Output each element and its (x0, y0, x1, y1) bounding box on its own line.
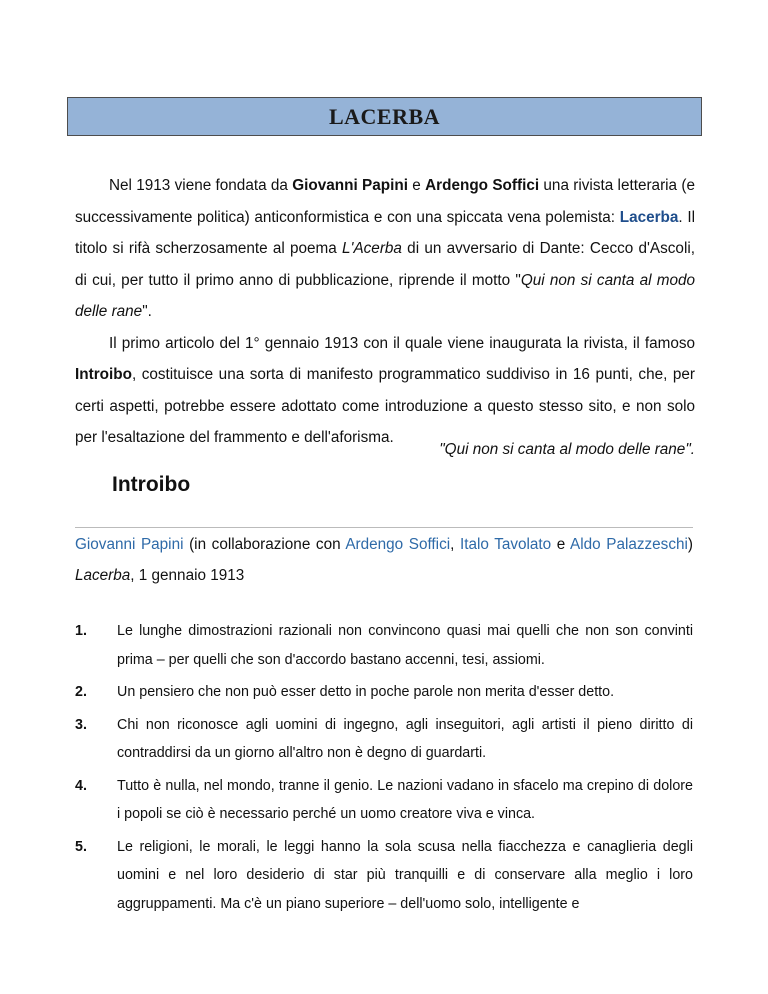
lacerba-link[interactable]: Lacerba (619, 208, 679, 226)
text: ". (142, 303, 152, 320)
point-number: 4. (75, 777, 87, 794)
point-number: 1. (75, 623, 87, 639)
poem-title: L'Acerba (342, 240, 402, 257)
text: (in collaborazione con (183, 536, 346, 553)
author-soffici: Ardengo Soffici (425, 177, 540, 194)
author-papini: Giovanni Papini (292, 177, 408, 194)
divider (75, 527, 693, 528)
point-text: Le religioni, le morali, le leggi hanno la sola scusa nella fiacchezza e canaglieria degli uomini e nel loro desiderio di star più tranquilli e di conservare alla meglio i loro aggruppamenti. Ma c'è un piano superiore – dell'uomo solo, intelligente e (117, 838, 693, 912)
list-item (75, 833, 693, 919)
text: e (407, 177, 426, 194)
text: , 1 gennaio 1913 (130, 567, 245, 584)
point-text: Chi non riconosce agli uomini di ingegno, agli inseguitori, agli artisti il pieno diritto di contraddirsi da un giorno all'altro non è degno di guardarti. (117, 716, 693, 761)
author-link-tavolato[interactable]: Italo Tavolato (459, 536, 552, 553)
text: e (551, 536, 571, 553)
byline (75, 529, 693, 591)
point-text: Tutto è nulla, nel mondo, tranne il genio. Le nazioni vadano in sfacelo ma crepino di dolore i popoli se ciò è necessario perché un uomo creatore viva e vinca. (117, 777, 693, 822)
intro-paragraph-2 (75, 328, 695, 454)
title-banner (67, 97, 702, 136)
text: di un avversario di Dante: Cecco d'Ascoli, di cui, per tutto il primo anno di pubblicazione, riprende il motto " (75, 240, 695, 289)
author-link-palazzeschi[interactable]: Aldo Palazzeschi (570, 536, 688, 553)
publication-title: Lacerba (75, 567, 131, 584)
point-number: 2. (75, 684, 87, 700)
intro-section (75, 170, 695, 454)
point-number: 5. (75, 838, 87, 855)
point-number: 3. (75, 716, 87, 733)
text: Il primo articolo del 1° gennaio 1913 con il quale viene inaugurata la rivista, il famoso (109, 334, 695, 352)
motto-quote: "Qui non si canta al modo delle rane". (439, 441, 695, 458)
page-title: LACERBA (328, 103, 441, 129)
motto: Qui non si canta al modo delle rane (75, 271, 695, 320)
text: , (450, 536, 460, 553)
introibo-term: Introibo (75, 366, 132, 383)
text: ) (687, 536, 693, 553)
manifesto-points (75, 617, 693, 922)
list-item (75, 678, 693, 707)
section-heading: Introibo (112, 473, 191, 496)
intro-paragraph-1 (75, 170, 695, 328)
text: una rivista letteraria (e successivamente politica) anticonformistica e con una spiccata vena polemista: (75, 177, 695, 226)
text: , costituisce una sorta di manifesto programmatico suddiviso in 16 punti, che, per certi aspetti, potrebbe essere adottato come introduzione a questo stesso sito, e non solo per l'esaltazione del frammento e dell'aforisma. (75, 366, 695, 446)
point-text: Le lunghe dimostrazioni razionali non convincono quasi mai quelli che non son convinti prima – per quelli che son d'accordo bastano accenni, tesi, assiomi. (117, 623, 693, 668)
author-link-papini[interactable]: Giovanni Papini (75, 536, 184, 553)
text: . Il titolo si rifà scherzosamente al poema (75, 208, 695, 257)
list-item (75, 772, 693, 829)
point-text: Un pensiero che non può esser detto in poche parole non merita d'esser detto. (117, 684, 615, 700)
list-item (75, 711, 693, 768)
author-link-soffici[interactable]: Ardengo Soffici (345, 536, 451, 553)
text: Nel 1913 viene fondata da (109, 177, 293, 194)
list-item (75, 617, 693, 674)
